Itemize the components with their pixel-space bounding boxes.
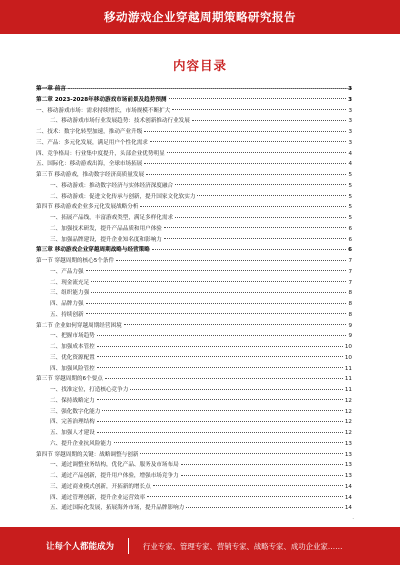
toc-dot-leader (152, 249, 346, 250)
toc-entry[interactable] (36, 310, 352, 321)
toc-page-number: 9 (348, 333, 352, 340)
header-bar (0, 0, 400, 34)
toc-entry-text: 一、拓展产品线，丰富游戏类型，满足多样化需求 (50, 215, 174, 221)
toc-dot-leader (97, 432, 343, 433)
toc-dot-leader (68, 88, 346, 89)
toc-entry[interactable] (36, 170, 352, 181)
toc-entry-text: 第一章 前言 (36, 86, 66, 92)
toc-entry[interactable] (36, 428, 352, 439)
toc-entry-text: 四、竞争格局：行业集中度提升，头部企业优势明显 (36, 150, 165, 157)
table-of-contents (36, 84, 352, 514)
toc-entry[interactable] (36, 482, 352, 493)
toc-page-number: 11 (344, 365, 352, 372)
toc-dot-leader (130, 389, 343, 390)
toc-page-number: 8 (348, 301, 352, 307)
toc-entry[interactable] (36, 471, 352, 482)
toc-entry[interactable] (36, 95, 352, 106)
toc-dot-leader (116, 260, 346, 261)
toc-entry-text: 五、加强人才建设 (50, 430, 95, 436)
toc-entry[interactable] (36, 364, 352, 375)
toc-dot-leader (124, 324, 347, 325)
toc-dot-leader (86, 270, 347, 271)
toc-entry-text: 第三节 穿越周期的6个要点 (36, 376, 103, 383)
toc-page-number: 14 (344, 483, 352, 490)
toc-entry-text: 三、通过商业模式创新，开拓新的增长点 (50, 483, 151, 490)
toc-entry[interactable] (36, 450, 352, 461)
toc-entry-text: 第三节 移动游戏，推动数字经济高质量发展 (36, 172, 145, 178)
toc-dot-leader (150, 141, 347, 142)
toc-dot-leader (97, 346, 343, 347)
toc-dot-leader (114, 442, 343, 443)
toc-entry-text: 一、找准定位，打造核心竞争力 (50, 387, 129, 393)
toc-entry[interactable] (36, 213, 352, 224)
toc-page-number: 12 (344, 397, 352, 404)
toc-entry[interactable] (36, 385, 352, 396)
toc-entry[interactable] (36, 299, 352, 310)
toc-dot-leader (164, 227, 347, 228)
toc-entry-text: 二、通过产品创新，提升用户体验，增强市场竞争力 (50, 473, 179, 479)
toc-page-number: 5 (348, 182, 352, 189)
toc-dot-leader (140, 453, 342, 454)
footer-divider (128, 538, 129, 554)
toc-entry[interactable] (36, 503, 352, 514)
toc-entry-text: 六、提升企业抗风险能力 (50, 440, 112, 447)
toc-dot-leader (105, 378, 343, 379)
toc-page-number: 5 (348, 215, 352, 221)
toc-entry[interactable] (36, 202, 352, 213)
toc-dot-leader (175, 184, 346, 185)
toc-entry[interactable] (36, 256, 352, 267)
toc-entry[interactable] (36, 342, 352, 353)
toc-dot-leader (102, 410, 343, 411)
toc-entry[interactable] (36, 407, 352, 418)
toc-dot-leader (147, 496, 343, 497)
toc-entry-text: 四、品牌力强 (50, 301, 84, 307)
toc-dot-leader (97, 399, 343, 400)
toc-dot-leader (181, 464, 343, 465)
toc-heading: 内容目录 (172, 58, 227, 73)
toc-entry[interactable] (36, 159, 352, 170)
toc-page-number: 6 (348, 247, 352, 254)
toc-entry[interactable] (36, 127, 352, 138)
toc-entry-text: 一、通过调整业务结构，优化产品、服务及市场布局 (50, 462, 179, 469)
toc-entry-text: 五、通过国际化发展，拓展海外市场，提升品牌影响力 (50, 505, 185, 512)
toc-dot-leader (197, 195, 346, 196)
toc-entry[interactable] (36, 116, 352, 127)
toc-dot-leader (91, 292, 346, 293)
toc-entry[interactable] (36, 235, 352, 246)
toc-page-number: 12 (344, 419, 352, 426)
toc-entry-text: 一、产品力强 (50, 268, 84, 275)
toc-entry[interactable] (36, 267, 352, 278)
toc-page-number: 6 (348, 236, 352, 243)
toc-entry-text: 三、强化数字化能力 (50, 408, 101, 415)
toc-dot-leader (172, 109, 346, 110)
toc-entry[interactable] (36, 493, 352, 504)
toc-entry[interactable] (36, 192, 352, 203)
toc-page-number: 11 (344, 387, 352, 393)
toc-entry-text: 二、加强技术研发，提升产品品质和用户体验 (50, 225, 162, 232)
toc-entry-text: 四、通过管理创新，提升企业运营效率 (50, 494, 146, 501)
toc-entry-text: 二、技术：数字化转型加速，推动产业升级 (36, 129, 143, 135)
toc-page-number: 3 (348, 96, 352, 103)
toc-dot-leader (86, 313, 347, 314)
toc-page-number: 10 (344, 354, 352, 361)
toc-dot-leader (175, 217, 346, 218)
toc-entry-text: 一、移动游戏：推动数字经济与实体经济深度融合 (50, 182, 174, 189)
toc-page-number: 14 (344, 505, 352, 512)
toc-dot-leader (97, 335, 347, 336)
toc-entry[interactable] (36, 460, 352, 471)
page-marker: · (352, 516, 354, 522)
toc-page-number: 3 (348, 139, 352, 146)
toc-dot-leader (153, 485, 343, 486)
toc-page-number: 6 (348, 225, 352, 232)
toc-page-number: 5 (348, 172, 352, 178)
toc-entry-text: 第二章 2023-2028年移动游戏市场前景及趋势预测 (36, 96, 167, 103)
toc-entry-text: 五、国际化：移动游戏出海，全球市场拓展 (36, 161, 143, 168)
toc-entry-text: 二、保持战略定力 (50, 397, 95, 404)
toc-page-number: 3 (348, 107, 352, 114)
toc-entry[interactable] (36, 353, 352, 364)
toc-page-number: 4 (348, 161, 352, 168)
toc-entry[interactable] (36, 374, 352, 385)
toc-entry-text: 二、移动游戏：促进文化传承与创新，提升国家文化软实力 (50, 193, 196, 200)
toc-page-number: 10 (344, 344, 352, 350)
toc-dot-leader (86, 303, 347, 304)
toc-page-number: 13 (344, 473, 352, 479)
toc-entry[interactable] (36, 245, 352, 256)
toc-dot-leader (164, 238, 347, 239)
toc-entry-text: 二、加强成本管控 (50, 344, 95, 350)
toc-dot-leader (169, 98, 347, 99)
toc-page-number: 14 (344, 494, 352, 501)
toc-entry[interactable] (36, 396, 352, 407)
toc-page-number: 13 (344, 440, 352, 447)
toc-entry-text: 四、加强风险管控 (50, 365, 95, 372)
toc-entry-text: 四、完善治理结构 (50, 419, 95, 426)
toc-entry-text: 一、移动游戏市场：需求持续增长，市场规模不断扩大 (36, 107, 171, 114)
toc-page-number: 9 (348, 322, 352, 329)
toc-dot-leader (91, 281, 346, 282)
toc-page-number: 12 (344, 408, 352, 415)
toc-page-number: 7 (348, 268, 352, 275)
toc-entry[interactable] (36, 417, 352, 428)
toc-entry-text: 二、移动游戏市场行业发展趋势：技术创新推动行业发展 (50, 118, 190, 125)
toc-entry[interactable] (36, 84, 352, 95)
toc-dot-leader (97, 356, 343, 357)
toc-page-number: 3 (348, 129, 352, 135)
toc-page-number: 8 (348, 290, 352, 297)
toc-page-number: 3 (348, 86, 352, 92)
toc-entry-text: 第二节 企业如何穿越周期经营困境 (36, 322, 122, 329)
toc-dot-leader (140, 206, 346, 207)
toc-entry-text: 五、持续创新 (50, 311, 84, 318)
toc-entry[interactable] (36, 331, 352, 342)
toc-page-number: 5 (348, 204, 352, 211)
toc-entry[interactable] (36, 181, 352, 192)
toc-entry[interactable] (36, 224, 352, 235)
report-title: 移动游戏企业穿越周期策略研究报告 (104, 10, 296, 24)
toc-page-number: 12 (344, 430, 352, 436)
toc-dot-leader (97, 421, 343, 422)
toc-entry[interactable] (36, 138, 352, 149)
toc-dot-leader (144, 131, 346, 132)
toc-page-number: 7 (348, 258, 352, 264)
toc-entry-text: 二、现金流充足 (50, 279, 90, 286)
toc-dot-leader (144, 163, 346, 164)
toc-entry[interactable] (36, 278, 352, 289)
toc-page-number: 13 (344, 462, 352, 469)
toc-entry[interactable] (36, 439, 352, 450)
toc-page-number: 3 (348, 118, 352, 125)
footer-tagline: 行业专家、管理专家、营销专家、战略专家、成功企业家…… (143, 541, 343, 551)
footer-bar (0, 527, 400, 565)
toc-dot-leader (186, 507, 343, 508)
toc-page-number: 11 (344, 376, 352, 383)
toc-page-number: 13 (344, 451, 352, 458)
footer-slogan: 让每个人都能成为 (46, 542, 115, 552)
toc-page-number: 4 (348, 150, 352, 157)
toc-page-number: 5 (348, 193, 352, 200)
toc-entry-text: 三、优化资源配置 (50, 354, 95, 361)
toc-entry-text: 三、组织能力强 (50, 290, 90, 297)
toc-page-number: 8 (348, 311, 352, 318)
toc-dot-leader (181, 475, 343, 476)
toc-dot-leader (97, 367, 343, 368)
toc-dot-leader (167, 152, 347, 153)
toc-entry[interactable] (36, 288, 352, 299)
toc-entry-text: 三、产品：多元化发展，满足用户个性化需求 (36, 139, 148, 146)
toc-entry-text: 第一节 穿越周期的核心5个条件 (36, 258, 115, 264)
toc-dot-leader (192, 120, 347, 121)
toc-entry[interactable] (36, 321, 352, 332)
toc-page-number: 7 (348, 279, 352, 286)
toc-dot-leader (146, 174, 346, 175)
toc-entry-text: 一、把握市场趋势 (50, 333, 95, 340)
toc-entry[interactable] (36, 149, 352, 160)
toc-entry-text: 第三章 移动游戏企业穿越周期战略与经营策略 (36, 247, 150, 254)
toc-entry-text: 第四节 移动游戏企业多元化发展战略分析 (36, 204, 139, 211)
toc-entry[interactable] (36, 106, 352, 117)
toc-entry-text: 三、加强品牌建设，提升企业知名度和影响力 (50, 236, 162, 243)
toc-entry-text: 第四节 穿越周期的关键：战略调整与创新 (36, 451, 139, 458)
